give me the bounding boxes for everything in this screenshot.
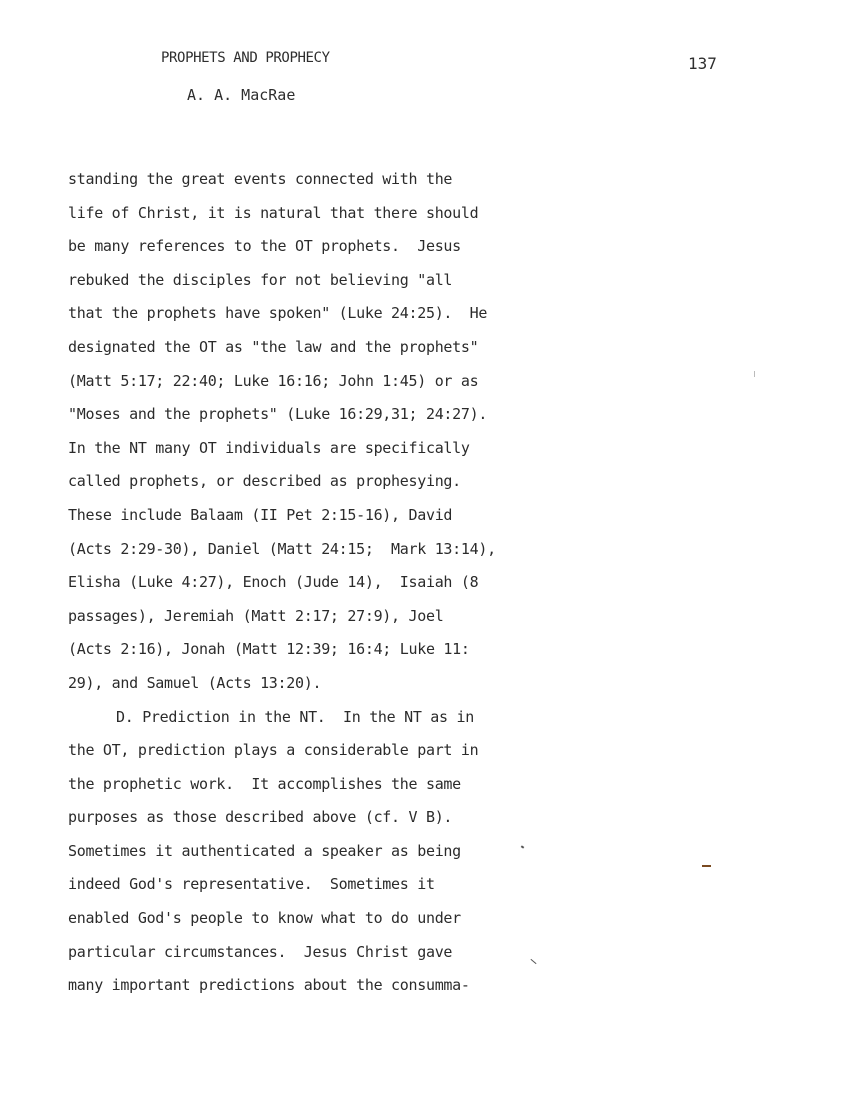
- text-line: the OT, prediction plays a considerable part in: [68, 741, 479, 760]
- text-line: passages), Jeremiah (Matt 2:17; 27:9), Joel: [68, 606, 444, 625]
- section-heading-line: D. Prediction in the NT. In the NT as in: [116, 707, 474, 726]
- text-line: (Matt 5:17; 22:40; Luke 16:16; John 1:45) or as: [68, 371, 479, 390]
- text-line: purposes as those described above (cf. V B).: [68, 808, 453, 827]
- text-line: called prophets, or described as prophesying.: [68, 472, 461, 491]
- text-line: be many references to the OT prophets. Jesus: [68, 237, 461, 256]
- body-text: [68, 168, 496, 1008]
- text-line: many important predictions about the consumma-: [68, 976, 470, 995]
- text-line: rebuked the disciples for not believing "all: [68, 270, 453, 289]
- scan-speck: [754, 371, 755, 377]
- text-line: the prophetic work. It accomplishes the same: [68, 774, 461, 793]
- text-line: enabled God's people to know what to do under: [68, 909, 461, 928]
- running-title: PROPHETS AND PROPHECY: [161, 50, 330, 66]
- text-line: standing the great events connected with the: [68, 170, 453, 188]
- page-number: 137: [688, 54, 717, 73]
- text-line: "Moses and the prophets" (Luke 16:29,31; 24:27).: [68, 405, 488, 424]
- scan-speck: [702, 865, 711, 867]
- text-line: 29), and Samuel (Acts 13:20).: [68, 673, 322, 692]
- text-line: These include Balaam (II Pet 2:15-16), David: [68, 505, 453, 524]
- author-name: A. A. MacRae: [187, 86, 296, 104]
- text-line: life of Christ, it is natural that there should: [68, 203, 479, 222]
- scan-speck: [530, 959, 536, 964]
- text-line: (Acts 2:29-30), Daniel (Matt 24:15; Mark 13:14),: [68, 539, 496, 558]
- text-line: Elisha (Luke 4:27), Enoch (Jude 14), Isaiah (8: [68, 573, 479, 592]
- text-line: designated the OT as "the law and the prophets": [68, 337, 479, 356]
- text-line: indeed God's representative. Sometimes it: [68, 875, 435, 894]
- text-line: that the prophets have spoken" (Luke 24:25). He: [68, 304, 488, 323]
- text-line: particular circumstances. Jesus Christ gave: [68, 942, 453, 961]
- scan-speck: [521, 845, 525, 848]
- text-line: In the NT many OT individuals are specifically: [68, 438, 470, 457]
- text-line: Sometimes it authenticated a speaker as being: [68, 841, 461, 860]
- text-line: (Acts 2:16), Jonah (Matt 12:39; 16:4; Luke 11:: [68, 640, 470, 659]
